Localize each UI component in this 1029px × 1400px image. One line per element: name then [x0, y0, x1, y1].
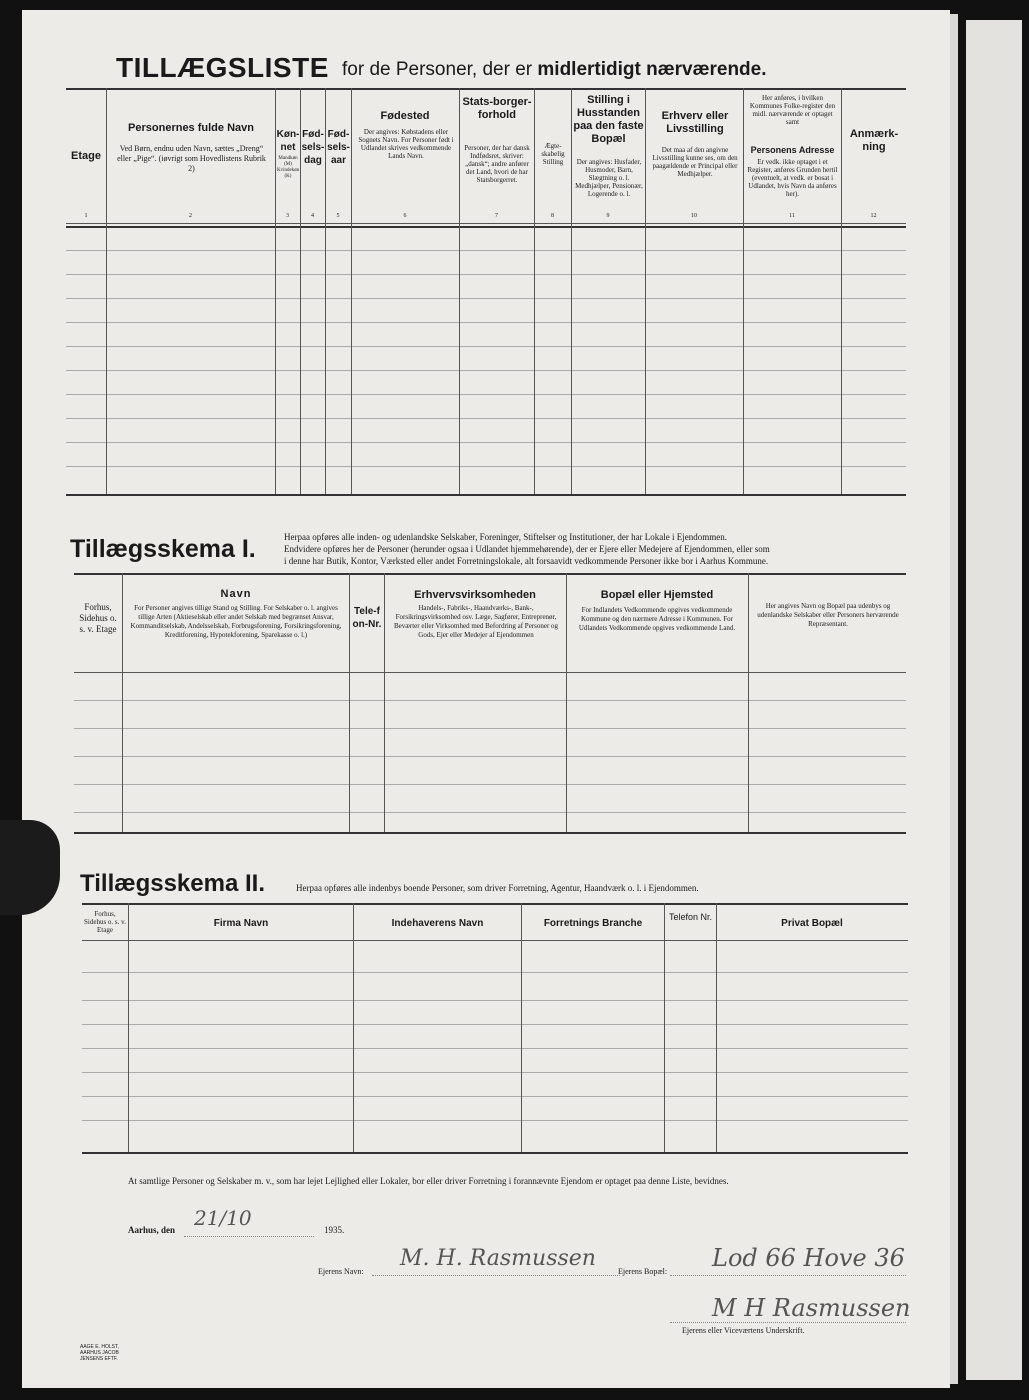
col-full-name-desc: Ved Børn, endnu uden Navn, sættes „Dreng“ eller „Pige“. (iøvrigt som Hovedlistens Rubrik 2) — [117, 144, 266, 173]
schema2-col-phone: Telefon Nr. — [668, 912, 713, 922]
schema1-col-name: Navn — [220, 588, 252, 600]
schema1-col-representative: Her angives Navn og Bopæl paa udenbys og udenlandske Selskaber eller Personers herværende Repræsentant. — [757, 602, 899, 628]
schema1-intro-2: Endvidere opføres her de Personer (herunder ogsaa i Udlandet hjemmehørende), der er Ejere eller Medejere af Ejendommen, eller som — [284, 544, 770, 554]
next-page-edge — [966, 20, 1022, 1380]
year: 1935. — [324, 1225, 345, 1235]
schema2-col-owner: Indehaverens Navn — [391, 918, 484, 929]
schema1-col-business-desc: Handels-, Fabriks-, Haandværks-, Bank-, Forsikringsvirksomhed osv. Læge, Sagfører, Entreprenør, Beværter eller Virksomhed med Befordring af Personer og Gods, Ejer eller Medejer af Ejendommen — [393, 604, 559, 639]
signature-label: Ejerens eller Viceværtens Underskrift. — [682, 1326, 805, 1335]
col-household-position: Stilling i Husstanden paa den faste Bopæl — [573, 94, 644, 145]
main-list-title: TILLÆGSLISTE — [116, 52, 329, 83]
schema1-intro-3: i denne har Butik, Kontor, Værksted eller andet Forretningslokale, alt forsaavidt vedkommende Personer ikke bor i Aarhus Kommune. — [284, 556, 769, 566]
col-etage: Etage — [71, 150, 101, 162]
schema2-col-firm: Firma Navn — [213, 918, 269, 929]
col-remarks: Anmærk-ning — [849, 128, 899, 153]
col-num: 12 — [870, 213, 877, 219]
col-occupation: Erhverv eller Livsstilling — [661, 110, 729, 135]
form-page — [22, 10, 950, 1388]
col-num: 5 — [336, 213, 340, 219]
col-sex-desc: Mandkøn (M) Kvindekøn (K) — [277, 156, 300, 179]
col-num: 1 — [84, 213, 88, 219]
col-full-name: Personernes fulde Navn — [128, 122, 254, 134]
page-edge — [950, 14, 958, 1384]
schema2-title: Tillægsskema II. — [80, 870, 265, 897]
col-birthplace-desc: Der angives: Købstadens eller Sognets Navn. For Personer født i Udlandet skrives vedkommende Lands Navn. — [358, 128, 454, 160]
schema1-col-residence-desc: For Indlandets Vedkommende opgives vedkommende Kommune og den nærmere Adresse i Kommunen. For Udlandets Vedkommende opgives vedkommende Land. — [578, 606, 736, 632]
col-num: 2 — [189, 213, 192, 219]
schema1-title: Tillægsskema I. — [70, 535, 256, 563]
place-date-label: Aarhus, den — [128, 1225, 176, 1235]
schema1-col-phone: Tele-fon-Nr. — [352, 606, 382, 630]
col-num: 8 — [551, 213, 554, 219]
col-birthyear: Fød-sels-aar — [327, 129, 350, 166]
schema2-intro: Herpaa opføres alle indenbys boende Personer, som driver Forretning, Agentur, Haandværk o. l. i Ejendommen. — [296, 883, 699, 893]
col-person-address: Personens Adresse — [750, 145, 835, 155]
schema1-col-name-desc: For Personer angives tillige Stand og Stilling. For Selskaber o. l. angives tillige Arten (Aktieselskab eller andet Selskab med begrænset Ansvar, Kommanditselskab, Andelsselskab, Forbrugsforening, Forsikringsforening, Kreditforening, Hypotekforening, Sparekasse o. l.) — [130, 604, 342, 639]
col-num: 3 — [286, 213, 289, 219]
col-household-desc: Der angives: Husfader, Husmoder, Barn, Slægtning o. l. Medhjælper, Pensionær, Logerende o. l. — [575, 158, 643, 198]
handwritten-signature: M H Rasmussen — [712, 1294, 911, 1322]
schema2-col-branch: Forretnings Branche — [543, 918, 643, 929]
schema1-col-floor: Forhus, Sidehus o. s. v. Etage — [79, 602, 117, 634]
col-num: 9 — [606, 213, 610, 219]
schema1-col-business: Erhvervsvirksomheden — [414, 589, 536, 601]
col-num: 11 — [789, 213, 795, 219]
main-list-title-rest: for de Personer, der er midlertidigt nærværende. — [342, 59, 767, 80]
col-num: 7 — [495, 213, 498, 219]
handwritten-owner-address: Lod 66 Hove 36 — [712, 1244, 905, 1272]
col-num: 6 — [403, 213, 407, 219]
col-citizenship-desc: Personer, der har dansk Indfødsret, skriver: „dansk“; andre anfører det Land, hvori de har Statsborgerret. — [464, 144, 530, 184]
handwritten-date: 21/10 — [194, 1206, 252, 1230]
col-birthday: Fød-sels-dag — [301, 129, 325, 166]
col-address-desc: Er vedk. ikke optaget i et Register, anføres Grunden hertil (eventuelt, at vedk. er bosat i Udlandet, hvis Navn da anføres her). — [747, 158, 838, 198]
col-num: 4 — [311, 213, 314, 219]
col-birthplace: Fødested — [380, 110, 430, 122]
col-marital: Ægte-skabelig Stilling — [541, 142, 565, 166]
handwritten-owner-name: M. H. Rasmussen — [400, 1246, 596, 1271]
schema2-col-address: Privat Bopæl — [781, 918, 843, 929]
owner-name-label: Ejerens Navn: — [318, 1267, 364, 1276]
printer-mark: AAGE E. HOLST, AARHUS JACOB JENSENS EFTF. — [80, 1344, 119, 1362]
col-citizenship: Stats-borger-forhold — [462, 96, 532, 121]
col-occupation-desc: Det maa af den angivne Livsstilling kunne ses, om den paagældende er Principal eller Medhjælper. — [652, 146, 738, 178]
schema2-col-floor: Forhus, Sidehus o. s. v. Etage — [84, 910, 126, 934]
col-address-top: Her anføres, i hvilken Kommunes Folke-register den midl. nærværende er optaget samt — [749, 94, 836, 126]
owner-address-label: Ejerens Bopæl: — [618, 1267, 668, 1276]
schema1-col-residence: Bopæl eller Hjemsted — [600, 589, 714, 601]
col-sex: Køn-net — [276, 129, 300, 153]
schema1-intro-1: Herpaa opføres alle inden- og udenlandske Selskaber, Foreninger, Stiftelser og Institutioner, der har Lokale i Ejendommen. — [284, 532, 728, 542]
col-num: 10 — [691, 213, 697, 219]
declaration: At samtlige Personer og Selskaber m. v., som har lejet Lejlighed eller Lokaler, bor eller driver Forretning i forannævnte Ejendom er optaget paa denne Liste, bevidnes. — [128, 1176, 729, 1186]
